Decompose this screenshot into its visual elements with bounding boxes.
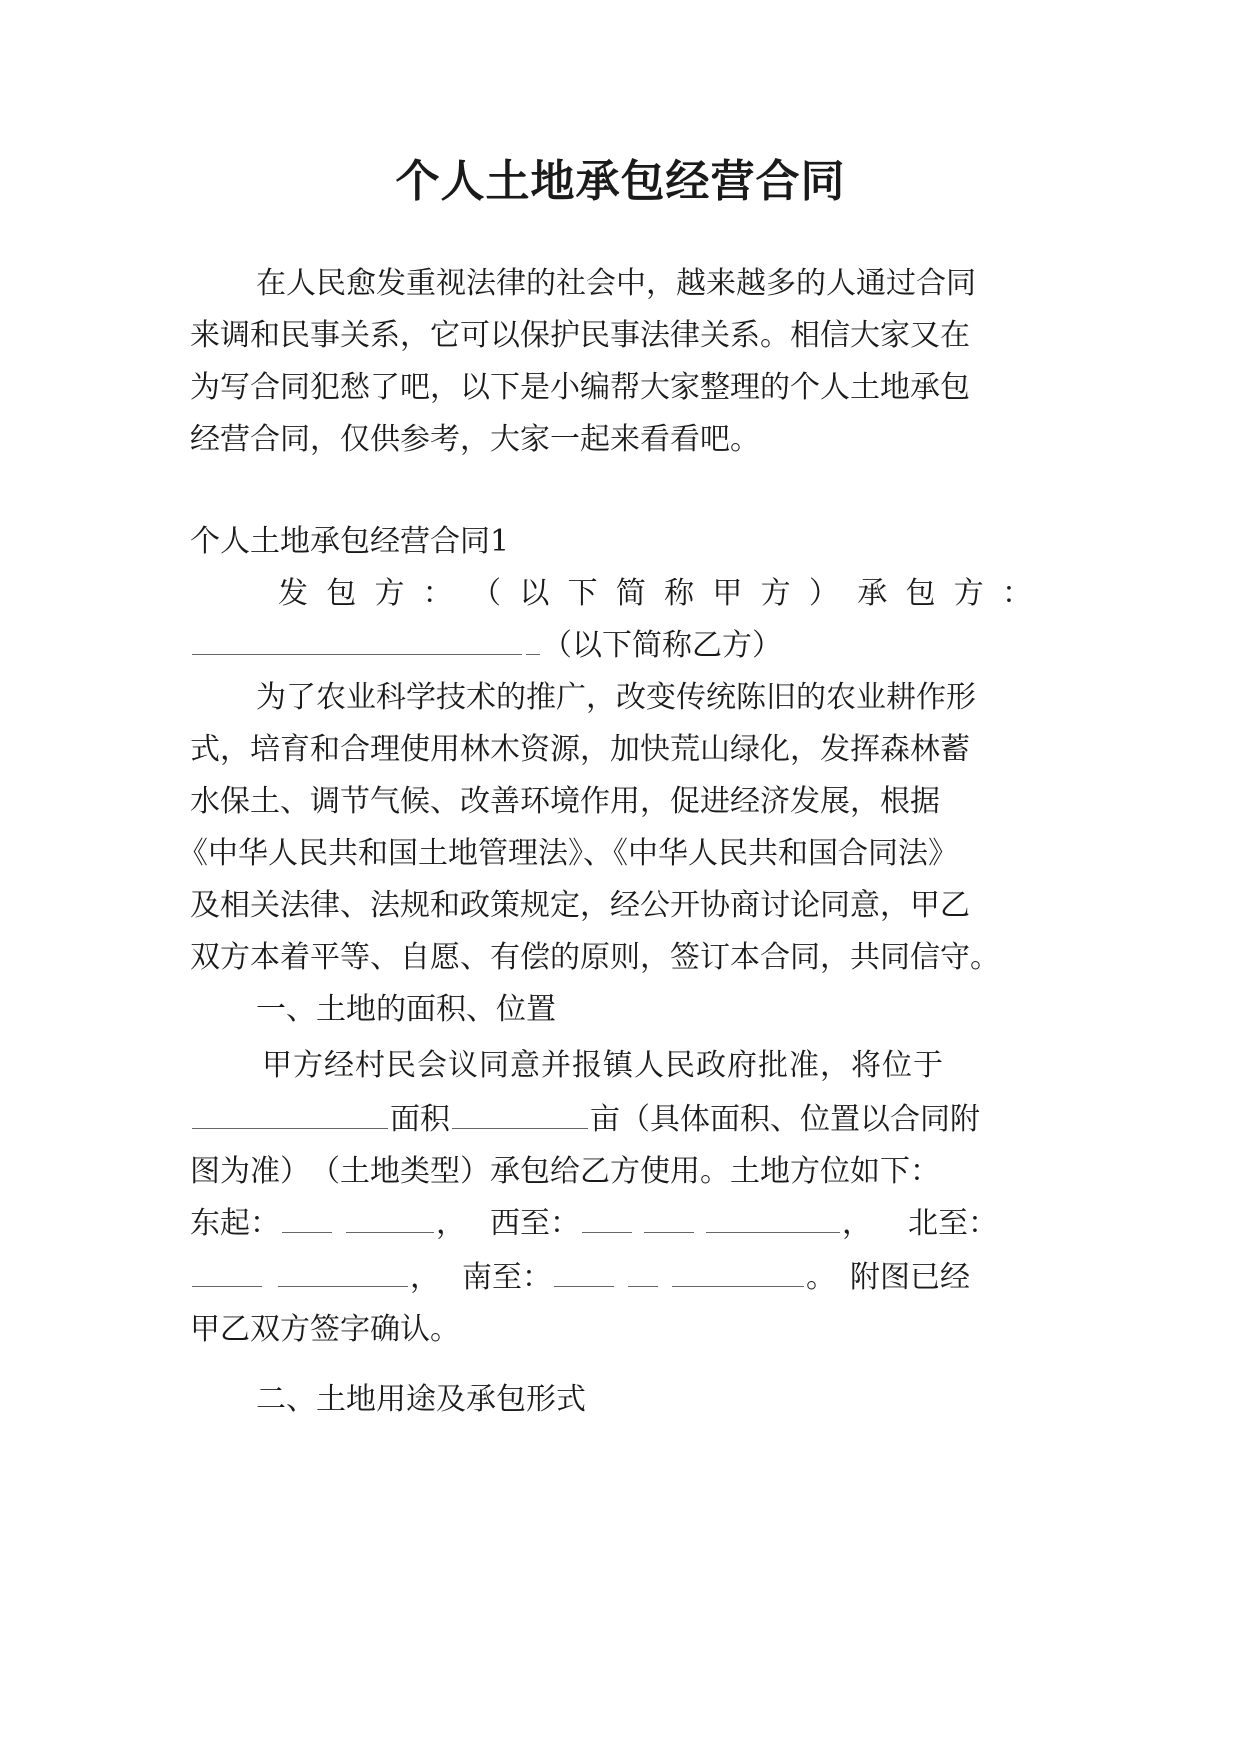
parties-char: 包 xyxy=(326,576,357,611)
location-blank xyxy=(192,1098,388,1129)
area-blank xyxy=(452,1098,588,1129)
east-label: 东起： xyxy=(190,1206,280,1241)
east-comma: ， xyxy=(436,1206,466,1241)
clause-2-heading: 二、土地用途及承包形式 xyxy=(256,1382,586,1417)
west-blank xyxy=(706,1202,840,1233)
north-label: 北至： xyxy=(908,1206,998,1241)
north-blank xyxy=(192,1256,262,1287)
east-blank xyxy=(346,1202,434,1233)
parties-char: 包 xyxy=(905,576,936,611)
boundary-line-south xyxy=(190,1256,970,1300)
purpose-line: 为了农业科学技术的推广，改变传统陈旧的农业耕作形 xyxy=(256,680,976,715)
west-blank xyxy=(582,1202,632,1233)
parties-char: ： xyxy=(1001,576,1032,611)
parties-char: 甲 xyxy=(712,576,743,611)
intro-line: 来调和民事关系，它可以保护民事法律关系。相信大家又在 xyxy=(190,318,970,353)
purpose-line: 式，培育和合理使用林木资源，加快荒山绿化，发挥森林蓄 xyxy=(190,732,970,767)
intro-line: 经营合同，仅供参考，大家一起来看看吧。 xyxy=(190,422,760,457)
west-label: 西至： xyxy=(490,1206,580,1241)
parties-char: 发 xyxy=(278,576,308,611)
south-blank xyxy=(628,1256,658,1287)
parties-char: 简 xyxy=(615,576,646,611)
purpose-line: 《中华人民共和国土地管理法》、《中华人民共和国合同法》 xyxy=(178,836,958,871)
parties-char: 以 xyxy=(519,576,550,611)
area-label: 面积 xyxy=(390,1102,450,1137)
contractor-suffix: （以下简称乙方） xyxy=(542,628,782,663)
intro-line: 为写合同犯愁了吧，以下是小编帮大家整理的个人土地承包 xyxy=(190,370,970,405)
purpose-line: 双方本着平等、自愿、有偿的原则，签订本合同，共同信守。 xyxy=(190,940,1000,975)
parties-char: 下 xyxy=(567,576,598,611)
boundary-line-east-west-north xyxy=(190,1202,998,1246)
clause-1-area-line xyxy=(190,1098,980,1142)
document-title: 个人土地承包经营合同 xyxy=(395,156,846,207)
parties-char: 方 xyxy=(760,576,791,611)
purpose-line: 水保土、调节气候、改善环境作用，促进经济发展，根据 xyxy=(190,784,940,819)
attachment-text: 附图已经 xyxy=(850,1260,970,1295)
east-blank xyxy=(282,1202,332,1233)
west-blank xyxy=(644,1202,694,1233)
west-comma: ， xyxy=(842,1206,872,1241)
parties-char: 方 xyxy=(374,576,405,611)
parties-line xyxy=(278,572,1032,616)
contractor-blank xyxy=(526,624,540,655)
intro-line: 在人民愈发重视法律的社会中，越来越多的人通过合同 xyxy=(256,266,976,301)
parties-char: 承 xyxy=(857,576,888,611)
south-label: 南至： xyxy=(462,1260,552,1295)
clause-1-line: 甲乙双方签字确认。 xyxy=(190,1312,460,1347)
south-period: 。 xyxy=(806,1260,836,1295)
purpose-line: 及相关法律、法规和政策规定，经公开协商讨论同意，甲乙 xyxy=(190,888,970,923)
parties-char: ： xyxy=(422,576,453,611)
parties-char: 方 xyxy=(953,576,984,611)
south-blank xyxy=(554,1256,614,1287)
clause-1-heading: 一、土地的面积、位置 xyxy=(256,992,556,1027)
north-comma: ， xyxy=(410,1260,440,1295)
south-blank xyxy=(672,1256,804,1287)
clause-1-line: 图为准） （土地类型）承包给乙方使用。土地方位如下： xyxy=(190,1154,940,1189)
parties-char: 称 xyxy=(664,576,695,611)
parties-char: ） xyxy=(808,576,839,611)
contractor-blank xyxy=(192,624,522,655)
area-unit-text: 亩（具体面积、位置以合同附 xyxy=(590,1102,980,1137)
parties-line-2 xyxy=(190,624,782,668)
clause-1-line: 甲方经村民会议同意并报镇人民政府批准，将位于 xyxy=(262,1048,944,1083)
section-heading: 个人土地承包经营合同1 xyxy=(190,524,510,559)
north-blank xyxy=(278,1256,408,1287)
parties-char: （ xyxy=(471,576,502,611)
